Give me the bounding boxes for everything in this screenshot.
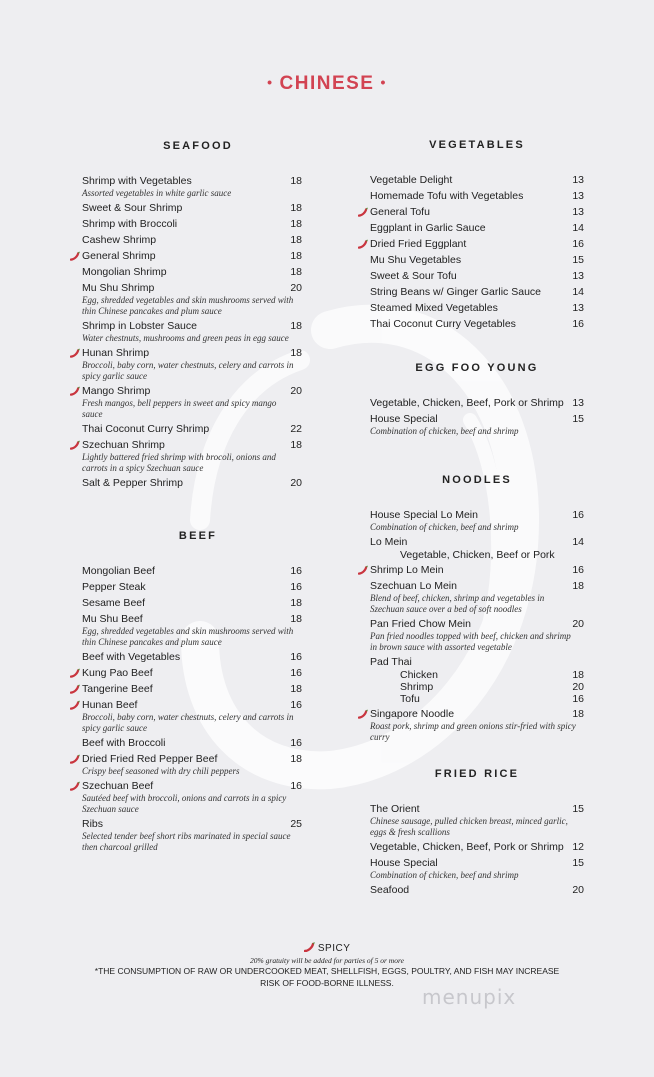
menu-item-name: Dried Fried Eggplant xyxy=(370,238,467,250)
seafood-list xyxy=(82,175,302,490)
menu-item-name: Seafood xyxy=(370,884,410,896)
pad-thai-option xyxy=(370,669,584,681)
menu-item-price: 18 xyxy=(290,218,302,230)
menu-item-name: Beef with Broccoli xyxy=(82,737,166,749)
menu-item xyxy=(370,564,584,577)
menu-item-name: Dried Fried Red Pepper Beef xyxy=(82,753,218,765)
menu-item xyxy=(82,175,302,199)
menu-item-price: 18 xyxy=(290,202,302,214)
menu-item-name: Hunan Shrimp xyxy=(82,347,150,359)
menu-item-price: 18 xyxy=(290,613,302,625)
menu-item xyxy=(82,423,302,436)
title-dot-right: • xyxy=(380,74,387,90)
menu-item-row xyxy=(370,302,584,315)
menu-item xyxy=(370,509,584,533)
menu-item-description: Crispy beef seasoned with dry chili peppers xyxy=(82,766,240,776)
menu-item-price: 14 xyxy=(572,222,584,234)
menu-item-row xyxy=(82,699,302,712)
menu-item-price: 18 xyxy=(290,266,302,278)
menu-item-price: 18 xyxy=(290,597,302,609)
menu-item-description: Roast pork, shrimp and green onions stir-fried with spicy curry xyxy=(370,721,576,742)
menu-item-price: 18 xyxy=(290,234,302,246)
menu-item-name: Sweet & Sour Tofu xyxy=(370,270,457,282)
menu-item-row xyxy=(82,565,302,578)
menu-item xyxy=(82,266,302,279)
menu-item-name: Lo Mein xyxy=(370,536,408,548)
menu-item-name: Mango Shrimp xyxy=(82,385,151,397)
chili-pepper-icon xyxy=(358,709,368,719)
menu-item-row xyxy=(370,222,584,235)
menu-item xyxy=(82,753,302,777)
menu-item-price: 13 xyxy=(572,397,584,409)
menu-item-price: 13 xyxy=(572,270,584,282)
menu-item-name: Steamed Mixed Vegetables xyxy=(370,302,498,314)
menu-item xyxy=(82,202,302,215)
menu-item-name: General Shrimp xyxy=(82,250,156,262)
menu-item xyxy=(82,597,302,610)
menu-item-row xyxy=(82,218,302,231)
menu-item-name: Hunan Beef xyxy=(82,699,138,711)
menu-item-row xyxy=(370,580,584,593)
menu-item-row xyxy=(82,347,302,360)
food-warning-line2: RISK OF FOOD-BORNE ILLNESS. xyxy=(260,978,394,988)
menu-item-description: Lightly battered fried shrimp with brocoli, onions and carrots in a spicy Szechuan sauce xyxy=(82,452,276,473)
menu-item-name: Sweet & Sour Shrimp xyxy=(82,202,183,214)
menu-item-description: Egg, shredded vegetables and skin mushrooms served with thin Chinese pancakes and plum sauce xyxy=(82,626,294,647)
menu-item-name: Singapore Noodle xyxy=(370,708,455,720)
menu-item-row xyxy=(370,884,584,897)
menu-item-row xyxy=(82,175,302,188)
menu-item-row xyxy=(82,651,302,664)
menu-item-name: House Special Lo Mein xyxy=(370,509,478,521)
menu-item-price: 15 xyxy=(572,254,584,266)
menu-item-row xyxy=(82,597,302,610)
menu-item-description: Combination of chicken, beef and shrimp xyxy=(370,522,519,532)
menu-item-name: House Special xyxy=(370,413,438,425)
menu-item-price: 16 xyxy=(572,509,584,521)
pad-thai-option-name: Chicken xyxy=(400,669,438,681)
menu-item-row xyxy=(370,841,584,854)
menu-item-row xyxy=(82,753,302,766)
section-heading-vegetables: VEGETABLES xyxy=(429,139,525,151)
menu-item-price: 13 xyxy=(572,206,584,218)
menu-item-description: Assorted vegetables in white garlic sauce xyxy=(82,188,232,198)
page-title-text: CHINESE xyxy=(279,73,375,94)
menu-item xyxy=(82,320,302,344)
menu-item xyxy=(370,413,584,437)
menu-item-name: Shrimp with Broccoli xyxy=(82,218,178,230)
right-column-vegetables xyxy=(370,139,584,334)
left-column xyxy=(82,140,302,493)
section-heading-beef: BEEF xyxy=(178,530,218,542)
menu-item xyxy=(370,270,584,283)
menu-item-row xyxy=(82,202,302,215)
menu-item-row xyxy=(370,656,584,669)
left-column-beef xyxy=(82,530,302,856)
menu-item-price: 20 xyxy=(572,618,584,630)
chili-pepper-icon xyxy=(70,684,80,694)
egg-foo-young-list xyxy=(370,397,584,437)
menu-item-row xyxy=(82,423,302,436)
menu-item-name: Mu Shu Vegetables xyxy=(370,254,462,266)
menu-item-name: Cashew Shrimp xyxy=(82,234,157,246)
menu-item-price: 12 xyxy=(572,841,584,853)
menu-item-name: Salt & Pepper Shrimp xyxy=(82,477,183,489)
menu-item-row xyxy=(370,564,584,577)
menu-item xyxy=(82,347,302,382)
menu-item-price xyxy=(564,656,584,669)
menu-item-price: 18 xyxy=(572,580,584,592)
menu-item-row xyxy=(82,683,302,696)
menu-item-price: 14 xyxy=(572,286,584,298)
menu-item-row xyxy=(370,803,584,816)
menu-item xyxy=(82,667,302,680)
footer xyxy=(0,942,654,989)
menu-item-price: 15 xyxy=(572,857,584,869)
menu-item-price: 15 xyxy=(572,413,584,425)
menu-item-name: Mongolian Beef xyxy=(82,565,155,577)
menu-item-price: 16 xyxy=(572,564,584,576)
menu-item-price: 16 xyxy=(290,737,302,749)
menu-item-row xyxy=(82,818,302,831)
menu-item xyxy=(370,286,584,299)
menu-item-name: Shrimp with Vegetables xyxy=(82,175,192,187)
menu-item-row xyxy=(82,581,302,594)
menu-item-name: Szechuan Lo Mein xyxy=(370,580,457,592)
right-column-egg-foo-young xyxy=(370,362,584,440)
menu-item xyxy=(82,385,302,420)
menu-item-name: Mongolian Shrimp xyxy=(82,266,167,278)
menu-item xyxy=(82,439,302,474)
menu-item-price: 16 xyxy=(572,238,584,250)
chili-pepper-icon xyxy=(358,565,368,575)
menu-item xyxy=(82,250,302,263)
menu-item-name: Vegetable Delight xyxy=(370,174,453,186)
menu-item-name: String Beans w/ Ginger Garlic Sauce xyxy=(370,286,541,298)
menu-item-row xyxy=(370,413,584,426)
menu-item xyxy=(82,234,302,247)
menu-item-name: Sesame Beef xyxy=(82,597,146,609)
menu-item-price: 13 xyxy=(572,174,584,186)
menu-item-row xyxy=(370,270,584,283)
menu-item xyxy=(370,254,584,267)
menu-item-row xyxy=(82,613,302,626)
menu-item-price: 14 xyxy=(572,536,584,548)
menu-item-description: Combination of chicken, beef and shrimp xyxy=(370,426,519,436)
gratuity-note: 20% gratuity will be added for parties of 5 or more xyxy=(250,956,404,965)
menu-item xyxy=(370,841,584,854)
menu-item-row xyxy=(370,190,584,203)
pad-thai-option-name: Tofu xyxy=(400,693,420,705)
chili-pepper-icon xyxy=(358,239,368,249)
menu-item-description: Egg, shredded vegetables and skin mushrooms served with thin Chinese pancakes and plum sauce xyxy=(82,295,294,316)
menu-item-row xyxy=(82,266,302,279)
menu-item-name: Shrimp in Lobster Sauce xyxy=(82,320,197,332)
menu-item-name: Beef with Vegetables xyxy=(82,651,181,663)
menu-item-row xyxy=(82,320,302,333)
menu-item-row xyxy=(370,618,584,631)
menu-item-price: 18 xyxy=(290,753,302,765)
menu-item xyxy=(370,174,584,187)
menu-item-name: Ribs xyxy=(82,818,104,830)
menu-item-row xyxy=(82,737,302,750)
menu-item-name: The Orient xyxy=(370,803,420,815)
right-column-fried-rice xyxy=(370,768,584,900)
title-dot-left: • xyxy=(267,74,274,90)
menu-item-price: 18 xyxy=(290,320,302,332)
menu-item-price: 18 xyxy=(290,683,302,695)
menu-item-row xyxy=(370,708,584,721)
menu-item-row xyxy=(82,439,302,452)
menu-item xyxy=(82,477,302,490)
menu-item xyxy=(370,708,584,743)
menu-item-row xyxy=(82,234,302,247)
menu-item-description: Sautéed beef with broccoli, onions and carrots in a spicy Szechuan sauce xyxy=(82,793,287,814)
menu-item-row xyxy=(82,477,302,490)
menu-item xyxy=(370,206,584,219)
menu-item-name: Szechuan Beef xyxy=(82,780,154,792)
menu-item-name: Pad Thai xyxy=(370,656,412,668)
menu-item-name: Szechuan Shrimp xyxy=(82,439,165,451)
watermark: menupix xyxy=(422,985,517,1009)
menu-item-description: Chinese sausage, pulled chicken breast, minced garlic, eggs & fresh scallions xyxy=(370,816,568,837)
menu-item-price: 16 xyxy=(290,667,302,679)
vegetables-list xyxy=(370,174,584,331)
menu-item-description: Fresh mangos, bell peppers in sweet and spicy mango sauce xyxy=(82,398,277,419)
spicy-legend xyxy=(0,942,654,954)
menu-item xyxy=(370,302,584,315)
menu-item-row xyxy=(370,857,584,870)
menu-item-name: Mu Shu Beef xyxy=(82,613,143,625)
menu-item xyxy=(370,238,584,251)
menu-item-price: 20 xyxy=(290,477,302,489)
menu-item-name: Mu Shu Shrimp xyxy=(82,282,155,294)
menu-item-pad-thai xyxy=(370,656,584,705)
menu-item xyxy=(370,857,584,881)
pad-thai-option xyxy=(370,681,584,693)
noodles-list xyxy=(370,509,584,743)
menu-item-options: Vegetable, Chicken, Beef or Pork xyxy=(400,549,555,561)
menu-item-name: Homemade Tofu with Vegetables xyxy=(370,190,524,202)
pad-thai-option-price: 16 xyxy=(572,693,584,705)
menu-item-price: 18 xyxy=(290,347,302,359)
menu-item-row xyxy=(82,250,302,263)
menu-item-name: Vegetable, Chicken, Beef, Pork or Shrimp xyxy=(370,841,564,853)
food-warning-line1: *THE CONSUMPTION OF RAW OR UNDERCOOKED MEAT, SHELLFISH, EGGS, POULTRY, AND FISH MAY INCREASE xyxy=(94,966,560,976)
menu-item-row xyxy=(370,397,584,410)
menu-item-row xyxy=(82,780,302,793)
menu-item-name: Eggplant in Garlic Sauce xyxy=(370,222,486,234)
menu-item xyxy=(82,218,302,231)
menu-item-row xyxy=(82,667,302,680)
menu-item xyxy=(82,683,302,696)
section-heading-fried-rice: FRIED RICE xyxy=(434,768,520,780)
menu-item-price: 16 xyxy=(290,581,302,593)
chili-pepper-icon xyxy=(70,781,80,791)
menu-item xyxy=(370,803,584,838)
menu-item-name: Pan Fried Chow Mein xyxy=(370,618,471,630)
pad-thai-option-price: 20 xyxy=(572,681,584,693)
menu-item-name: Shrimp Lo Mein xyxy=(370,564,444,576)
menu-item-name: Vegetable, Chicken, Beef, Pork or Shrimp xyxy=(370,397,564,409)
chili-pepper-icon xyxy=(358,207,368,217)
menu-item xyxy=(370,618,584,653)
menu-item-description: Pan fried noodles topped with beef, chicken and shrimp in brown sauce with assorted vegetable xyxy=(370,631,571,652)
menu-item-price: 13 xyxy=(572,302,584,314)
right-column-noodles xyxy=(370,474,584,746)
menu-item xyxy=(82,613,302,648)
menu-item xyxy=(370,318,584,331)
menu-item-name: House Special xyxy=(370,857,438,869)
menu-item xyxy=(82,737,302,750)
menu-item-price: 18 xyxy=(290,175,302,187)
menu-item-price: 16 xyxy=(290,699,302,711)
menu-item-row xyxy=(370,536,584,549)
menu-item-description: Blend of beef, chicken, shrimp and vegetables in Szechuan sauce over a bed of soft noodles xyxy=(370,593,545,614)
menu-item-row xyxy=(370,238,584,251)
menu-item-name: Kung Pao Beef xyxy=(82,667,153,679)
menu-item xyxy=(82,651,302,664)
menu-item-price: 18 xyxy=(290,250,302,262)
menu-item xyxy=(82,780,302,815)
chili-pepper-icon xyxy=(70,386,80,396)
chili-pepper-icon xyxy=(70,668,80,678)
menu-item-price: 16 xyxy=(290,780,302,792)
section-heading-egg-foo-young: EGG FOO YOUNG xyxy=(415,362,539,374)
menu-item xyxy=(82,565,302,578)
menu-item xyxy=(370,580,584,615)
chili-pepper-icon xyxy=(70,700,80,710)
chili-pepper-icon xyxy=(304,942,315,952)
menu-item-description: Water chestnuts, mushrooms and green peas in egg sauce xyxy=(82,333,289,343)
menu-item xyxy=(370,884,584,897)
menu-item-price: 13 xyxy=(572,190,584,202)
page-title xyxy=(0,73,654,95)
menu-item-row xyxy=(370,318,584,331)
menu-item xyxy=(370,397,584,410)
menu-item-price: 20 xyxy=(572,884,584,896)
fried-rice-list xyxy=(370,803,584,897)
menu-item xyxy=(370,536,584,561)
beef-list xyxy=(82,565,302,853)
menu-item-price: 20 xyxy=(290,282,302,294)
menu-item-description: Selected tender beef short ribs marinated in special sauce then charcoal grilled xyxy=(82,831,291,852)
menu-item-row xyxy=(370,509,584,522)
menu-item-name: General Tofu xyxy=(370,206,430,218)
menu-item xyxy=(82,282,302,317)
menu-item-price: 18 xyxy=(290,439,302,451)
menu-item-price: 15 xyxy=(572,803,584,815)
menu-item-row xyxy=(370,206,584,219)
pad-thai-option-name: Shrimp xyxy=(400,681,434,693)
menu-item xyxy=(82,581,302,594)
menu-item-price: 18 xyxy=(572,708,584,720)
menu-item-row xyxy=(370,174,584,187)
pad-thai-option-price: 18 xyxy=(572,669,584,681)
menu-item-row xyxy=(370,254,584,267)
menu-item-name: Thai Coconut Curry Vegetables xyxy=(370,318,516,330)
section-heading-noodles: NOODLES xyxy=(442,474,512,486)
menu-item-price: 22 xyxy=(290,423,302,435)
menu-item-description: Broccoli, baby corn, water chestnuts, celery and carrots in spicy garlic sauce xyxy=(82,360,294,381)
pad-thai-option xyxy=(370,693,584,705)
menu-item-name: Pepper Steak xyxy=(82,581,146,593)
menu-item-description: Broccoli, baby corn, water chestnuts, celery and carrots in spicy garlic sauce xyxy=(82,712,294,733)
menu-item xyxy=(82,699,302,734)
menu-item-row xyxy=(370,286,584,299)
chili-pepper-icon xyxy=(70,440,80,450)
menu-item-price: 16 xyxy=(290,651,302,663)
menu-item-price: 16 xyxy=(572,318,584,330)
menu-item-description: Combination of chicken, beef and shrimp xyxy=(370,870,519,880)
spicy-legend-label: SPICY xyxy=(317,943,351,954)
menu-item xyxy=(370,190,584,203)
menu-item-price: 25 xyxy=(290,818,302,830)
menu-item-row xyxy=(82,385,302,398)
chili-pepper-icon xyxy=(70,348,80,358)
menu-item-price: 20 xyxy=(290,385,302,397)
menu-item xyxy=(82,818,302,853)
section-heading-seafood: SEAFOOD xyxy=(163,140,233,152)
menu-item-price: 16 xyxy=(290,565,302,577)
menu-item xyxy=(370,222,584,235)
menu-item-name: Tangerine Beef xyxy=(82,683,153,695)
menu-item-name: Thai Coconut Curry Shrimp xyxy=(82,423,210,435)
chili-pepper-icon xyxy=(70,251,80,261)
chili-pepper-icon xyxy=(70,754,80,764)
menu-item-row xyxy=(82,282,302,295)
